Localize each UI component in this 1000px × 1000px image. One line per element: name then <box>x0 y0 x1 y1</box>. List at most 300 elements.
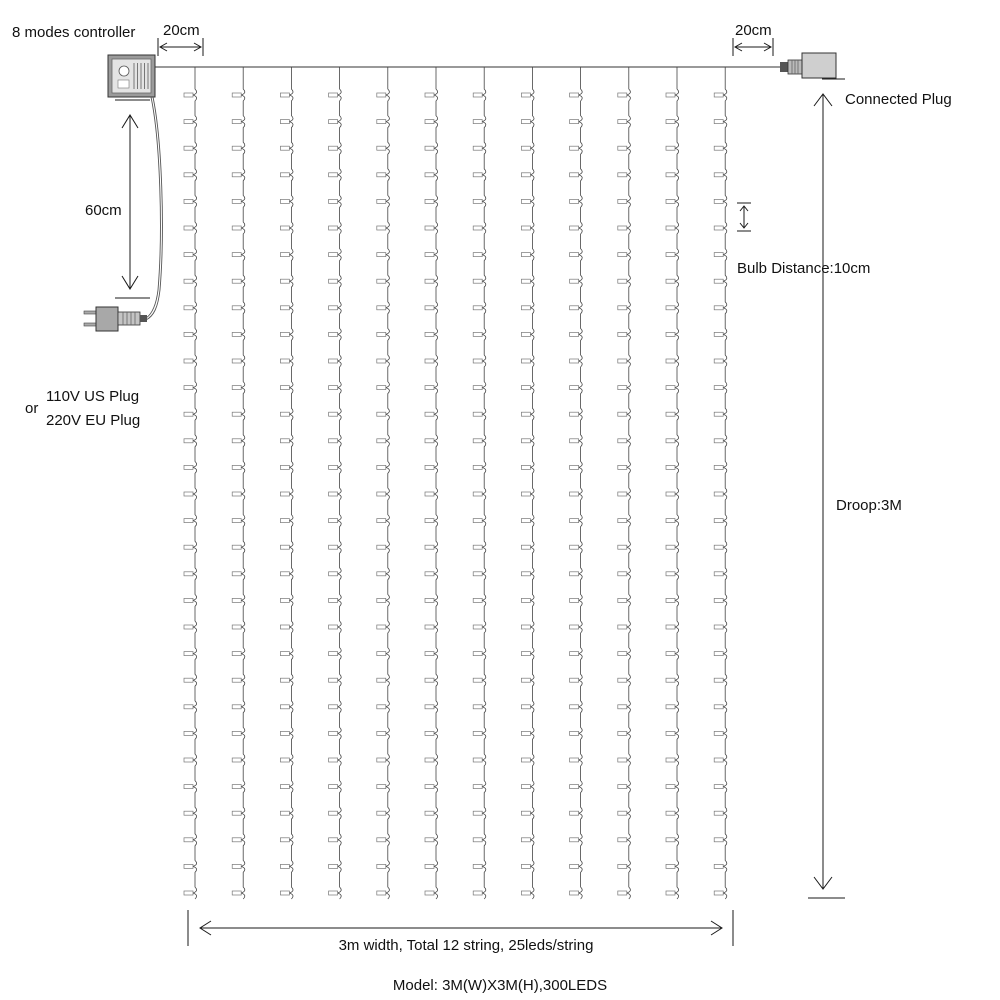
controller-receiver-icon <box>118 80 129 88</box>
led-bulb-icon <box>473 519 482 523</box>
led-bulb-icon <box>521 545 530 549</box>
led-bulb-icon <box>232 572 241 576</box>
led-bulb-icon <box>280 173 289 177</box>
or-label: or <box>25 400 39 417</box>
left-lead-dimension <box>158 38 203 56</box>
led-bulb-icon <box>473 731 482 735</box>
led-bulb-icon <box>184 439 193 443</box>
led-bulb-icon <box>232 226 241 230</box>
led-bulb-icon <box>714 572 723 576</box>
led-bulb-icon <box>473 306 482 310</box>
led-bulb-icon <box>521 146 530 150</box>
plug-prong <box>84 311 96 314</box>
led-bulb-icon <box>618 332 627 336</box>
led-bulb-icon <box>232 279 241 283</box>
led-bulb-icon <box>377 93 386 97</box>
led-string <box>377 67 390 899</box>
led-bulb-icon <box>280 120 289 124</box>
led-bulb-icon <box>666 120 675 124</box>
led-bulb-icon <box>714 758 723 762</box>
string-wire <box>675 67 679 899</box>
led-bulb-icon <box>666 93 675 97</box>
droop-dimension <box>808 79 845 898</box>
led-bulb-icon <box>184 359 193 363</box>
led-bulb-icon <box>570 386 579 390</box>
led-bulb-icon <box>184 199 193 203</box>
led-bulb-icon <box>232 758 241 762</box>
led-bulb-icon <box>280 572 289 576</box>
led-bulb-icon <box>618 758 627 762</box>
led-bulb-icon <box>473 279 482 283</box>
led-bulb-icon <box>473 811 482 815</box>
led-bulb-icon <box>666 705 675 709</box>
led-bulb-icon <box>570 226 579 230</box>
led-bulb-icon <box>570 545 579 549</box>
led-bulb-icon <box>666 891 675 895</box>
led-bulb-icon <box>714 93 723 97</box>
led-bulb-icon <box>521 412 530 416</box>
led-bulb-icon <box>280 652 289 656</box>
led-bulb-icon <box>377 758 386 762</box>
led-bulb-icon <box>184 731 193 735</box>
led-bulb-icon <box>618 465 627 469</box>
led-bulb-icon <box>425 173 434 177</box>
led-bulb-icon <box>329 785 338 789</box>
led-bulb-icon <box>329 359 338 363</box>
led-bulb-icon <box>521 93 530 97</box>
string-wire <box>241 67 245 899</box>
plug-connector <box>118 312 140 325</box>
led-bulb-icon <box>377 519 386 523</box>
led-bulb-icon <box>184 625 193 629</box>
led-bulb-icon <box>184 545 193 549</box>
led-bulb-icon <box>377 811 386 815</box>
led-bulb-icon <box>377 598 386 602</box>
string-wire <box>530 67 534 899</box>
left-lead-label: 20cm <box>163 22 200 39</box>
led-bulb-icon <box>232 545 241 549</box>
led-string <box>618 67 631 899</box>
led-bulb-icon <box>666 226 675 230</box>
led-bulb-icon <box>329 386 338 390</box>
led-bulb-icon <box>329 811 338 815</box>
led-bulb-icon <box>425 545 434 549</box>
led-bulb-icon <box>184 705 193 709</box>
led-bulb-icon <box>425 465 434 469</box>
led-bulb-icon <box>618 93 627 97</box>
led-bulb-icon <box>377 625 386 629</box>
led-bulb-icon <box>184 492 193 496</box>
led-bulb-icon <box>666 359 675 363</box>
led-bulb-icon <box>280 519 289 523</box>
eu-plug-label: 220V EU Plug <box>46 412 141 429</box>
led-bulb-icon <box>377 279 386 283</box>
led-bulb-icon <box>618 412 627 416</box>
led-bulb-icon <box>425 359 434 363</box>
led-bulb-icon <box>280 93 289 97</box>
led-bulb-icon <box>329 891 338 895</box>
led-bulb-icon <box>473 439 482 443</box>
led-bulb-icon <box>666 306 675 310</box>
led-bulb-icon <box>521 386 530 390</box>
led-bulb-icon <box>425 838 434 842</box>
led-bulb-icon <box>521 705 530 709</box>
led-bulb-icon <box>521 864 530 868</box>
led-bulb-icon <box>329 492 338 496</box>
led-bulb-icon <box>425 253 434 257</box>
led-bulb-icon <box>714 306 723 310</box>
led-bulb-icon <box>184 652 193 656</box>
led-bulb-icon <box>714 678 723 682</box>
led-bulb-icon <box>473 678 482 682</box>
led-bulb-icon <box>280 412 289 416</box>
led-bulb-icon <box>329 652 338 656</box>
led-bulb-icon <box>473 226 482 230</box>
led-bulb-icon <box>521 678 530 682</box>
led-bulb-icon <box>618 572 627 576</box>
led-bulb-icon <box>425 864 434 868</box>
led-bulb-icon <box>184 785 193 789</box>
led-bulb-icon <box>425 891 434 895</box>
led-bulb-icon <box>377 678 386 682</box>
led-bulb-icon <box>714 253 723 257</box>
width-label: 3m width, Total 12 string, 25leds/string <box>338 937 594 954</box>
string-wire <box>482 67 486 899</box>
led-bulb-icon <box>666 386 675 390</box>
connector-body <box>802 53 836 78</box>
led-bulb-icon <box>329 465 338 469</box>
plug-tip <box>140 315 147 322</box>
led-bulb-icon <box>232 306 241 310</box>
led-bulb-icon <box>184 146 193 150</box>
led-bulb-icon <box>473 652 482 656</box>
led-bulb-icon <box>521 838 530 842</box>
led-string <box>570 67 583 899</box>
led-bulb-icon <box>473 199 482 203</box>
led-bulb-icon <box>280 864 289 868</box>
led-bulb-icon <box>666 864 675 868</box>
led-string <box>666 67 679 899</box>
model-label: Model: 3M(W)X3M(H),300LEDS <box>392 977 608 994</box>
led-bulb-icon <box>377 785 386 789</box>
string-wire <box>386 67 390 899</box>
controller-icon <box>108 55 155 97</box>
plug-body <box>96 307 118 331</box>
led-bulb-icon <box>232 386 241 390</box>
led-bulb-icon <box>377 226 386 230</box>
led-bulb-icon <box>280 253 289 257</box>
led-bulb-icon <box>425 226 434 230</box>
led-bulb-icon <box>570 359 579 363</box>
led-bulb-icon <box>714 519 723 523</box>
led-bulb-icon <box>329 199 338 203</box>
led-bulb-icon <box>473 253 482 257</box>
led-string <box>425 67 438 899</box>
led-bulb-icon <box>666 199 675 203</box>
led-bulb-icon <box>280 811 289 815</box>
led-bulb-icon <box>329 253 338 257</box>
led-bulb-icon <box>521 785 530 789</box>
led-bulb-icon <box>618 359 627 363</box>
led-bulb-icon <box>570 838 579 842</box>
led-bulb-icon <box>521 625 530 629</box>
led-bulb-icon <box>570 253 579 257</box>
led-bulb-icon <box>329 332 338 336</box>
led-bulb-icon <box>521 306 530 310</box>
led-bulb-icon <box>521 439 530 443</box>
led-string <box>232 67 245 899</box>
led-bulb-icon <box>329 439 338 443</box>
led-bulb-icon <box>618 492 627 496</box>
led-bulb-icon <box>666 146 675 150</box>
led-bulb-icon <box>618 864 627 868</box>
led-bulb-icon <box>618 625 627 629</box>
us-plug-label: 110V US Plug <box>46 388 140 405</box>
led-bulb-icon <box>473 412 482 416</box>
led-bulb-icon <box>232 173 241 177</box>
led-bulb-icon <box>666 545 675 549</box>
led-bulb-icon <box>329 705 338 709</box>
led-bulb-icon <box>377 306 386 310</box>
led-bulb-icon <box>714 412 723 416</box>
led-bulb-icon <box>570 758 579 762</box>
led-bulb-icon <box>280 625 289 629</box>
led-bulb-icon <box>377 439 386 443</box>
led-bulb-icon <box>714 120 723 124</box>
led-bulb-icon <box>473 386 482 390</box>
cord-length-dimension <box>115 100 150 298</box>
led-bulb-icon <box>473 332 482 336</box>
led-bulb-icon <box>714 838 723 842</box>
led-bulb-icon <box>618 598 627 602</box>
led-bulb-icon <box>425 625 434 629</box>
led-bulb-icon <box>232 891 241 895</box>
led-bulb-icon <box>714 173 723 177</box>
bulb-distance-label: Bulb Distance:10cm <box>737 260 871 277</box>
led-bulb-icon <box>377 359 386 363</box>
led-bulb-icon <box>570 279 579 283</box>
led-bulb-icon <box>714 891 723 895</box>
led-bulb-icon <box>232 811 241 815</box>
led-bulb-icon <box>618 705 627 709</box>
led-bulb-icon <box>280 279 289 283</box>
led-bulb-icon <box>425 279 434 283</box>
led-bulb-icon <box>329 93 338 97</box>
led-bulb-icon <box>473 891 482 895</box>
led-bulb-icon <box>377 412 386 416</box>
led-bulb-icon <box>666 519 675 523</box>
led-bulb-icon <box>329 864 338 868</box>
led-bulb-icon <box>329 306 338 310</box>
led-bulb-icon <box>618 226 627 230</box>
led-bulb-icon <box>184 279 193 283</box>
led-bulb-icon <box>184 891 193 895</box>
led-bulb-icon <box>184 811 193 815</box>
led-bulb-icon <box>184 519 193 523</box>
led-bulb-icon <box>232 93 241 97</box>
led-bulb-icon <box>714 652 723 656</box>
led-bulb-icon <box>570 332 579 336</box>
led-bulb-icon <box>521 572 530 576</box>
led-bulb-icon <box>618 652 627 656</box>
led-bulb-icon <box>521 359 530 363</box>
led-bulb-icon <box>714 226 723 230</box>
led-bulb-icon <box>425 572 434 576</box>
led-bulb-icon <box>184 93 193 97</box>
led-bulb-icon <box>232 785 241 789</box>
led-bulb-icon <box>570 785 579 789</box>
led-bulb-icon <box>280 838 289 842</box>
led-bulb-icon <box>473 173 482 177</box>
led-bulb-icon <box>377 891 386 895</box>
led-bulb-icon <box>714 146 723 150</box>
led-bulb-icon <box>714 731 723 735</box>
string-wire <box>434 67 438 899</box>
led-bulb-icon <box>425 120 434 124</box>
led-bulb-icon <box>377 705 386 709</box>
led-bulb-icon <box>714 279 723 283</box>
led-bulb-icon <box>714 785 723 789</box>
led-bulb-icon <box>377 253 386 257</box>
led-bulb-icon <box>570 572 579 576</box>
led-bulb-icon <box>521 891 530 895</box>
led-bulb-icon <box>618 173 627 177</box>
led-bulb-icon <box>570 652 579 656</box>
led-bulb-icon <box>329 412 338 416</box>
led-bulb-icon <box>329 173 338 177</box>
connected-plug-label: Connected Plug <box>845 91 952 108</box>
led-bulb-icon <box>521 226 530 230</box>
led-bulb-icon <box>618 386 627 390</box>
led-bulb-icon <box>377 652 386 656</box>
led-bulb-icon <box>714 359 723 363</box>
led-bulb-icon <box>232 864 241 868</box>
led-bulb-icon <box>714 811 723 815</box>
led-bulb-icon <box>425 652 434 656</box>
led-bulb-icon <box>473 864 482 868</box>
led-bulb-icon <box>377 492 386 496</box>
led-bulb-icon <box>232 412 241 416</box>
string-wire <box>579 67 583 899</box>
led-bulb-icon <box>618 678 627 682</box>
led-bulb-icon <box>570 306 579 310</box>
led-bulb-icon <box>329 226 338 230</box>
led-bulb-icon <box>232 652 241 656</box>
led-bulb-icon <box>666 332 675 336</box>
connected-plug-icon <box>780 53 836 78</box>
led-bulb-icon <box>329 572 338 576</box>
led-bulb-icon <box>521 598 530 602</box>
led-bulb-icon <box>473 492 482 496</box>
led-string <box>184 67 197 899</box>
led-bulb-icon <box>473 785 482 789</box>
led-bulb-icon <box>570 731 579 735</box>
led-bulb-icon <box>377 838 386 842</box>
led-bulb-icon <box>184 306 193 310</box>
led-bulb-icon <box>714 386 723 390</box>
led-bulb-icon <box>666 173 675 177</box>
led-bulb-icon <box>570 412 579 416</box>
led-bulb-icon <box>184 572 193 576</box>
led-bulb-icon <box>618 838 627 842</box>
led-bulb-icon <box>232 359 241 363</box>
led-bulb-icon <box>521 731 530 735</box>
led-bulb-icon <box>714 705 723 709</box>
led-bulb-icon <box>666 279 675 283</box>
led-bulb-icon <box>570 705 579 709</box>
led-bulb-icon <box>570 465 579 469</box>
led-bulb-icon <box>618 731 627 735</box>
led-bulb-icon <box>377 173 386 177</box>
led-bulb-icon <box>473 359 482 363</box>
led-bulb-icon <box>618 545 627 549</box>
led-bulb-icon <box>232 199 241 203</box>
led-bulb-icon <box>714 439 723 443</box>
led-bulb-icon <box>377 465 386 469</box>
cord-length-label: 60cm <box>85 202 122 219</box>
led-bulb-icon <box>184 120 193 124</box>
led-bulb-icon <box>666 439 675 443</box>
string-wire <box>338 67 342 899</box>
led-bulb-icon <box>280 891 289 895</box>
led-bulb-icon <box>425 519 434 523</box>
led-bulb-icon <box>521 173 530 177</box>
led-bulb-icon <box>329 519 338 523</box>
led-bulb-icon <box>473 572 482 576</box>
led-string <box>473 67 486 899</box>
led-bulb-icon <box>232 253 241 257</box>
led-bulb-icon <box>377 545 386 549</box>
led-bulb-icon <box>232 146 241 150</box>
led-bulb-icon <box>570 811 579 815</box>
led-bulb-icon <box>280 332 289 336</box>
led-bulb-icon <box>184 386 193 390</box>
led-bulb-icon <box>666 785 675 789</box>
led-bulb-icon <box>570 519 579 523</box>
led-strings <box>184 67 727 899</box>
led-bulb-icon <box>714 625 723 629</box>
power-plug-icon <box>84 307 147 331</box>
droop-label: Droop:3M <box>836 497 902 514</box>
led-bulb-icon <box>232 598 241 602</box>
led-bulb-icon <box>425 306 434 310</box>
led-bulb-icon <box>666 572 675 576</box>
led-bulb-icon <box>618 120 627 124</box>
led-bulb-icon <box>521 120 530 124</box>
led-bulb-icon <box>184 412 193 416</box>
led-bulb-icon <box>280 678 289 682</box>
led-bulb-icon <box>425 758 434 762</box>
led-bulb-icon <box>280 705 289 709</box>
led-bulb-icon <box>280 785 289 789</box>
led-bulb-icon <box>473 838 482 842</box>
led-bulb-icon <box>570 492 579 496</box>
led-bulb-icon <box>329 731 338 735</box>
led-bulb-icon <box>570 678 579 682</box>
led-bulb-icon <box>570 598 579 602</box>
led-bulb-icon <box>521 492 530 496</box>
led-bulb-icon <box>425 199 434 203</box>
led-bulb-icon <box>714 332 723 336</box>
led-bulb-icon <box>377 386 386 390</box>
led-bulb-icon <box>473 120 482 124</box>
led-bulb-icon <box>377 864 386 868</box>
led-bulb-icon <box>184 598 193 602</box>
led-bulb-icon <box>280 465 289 469</box>
led-bulb-icon <box>232 120 241 124</box>
led-bulb-icon <box>666 652 675 656</box>
led-bulb-icon <box>521 811 530 815</box>
